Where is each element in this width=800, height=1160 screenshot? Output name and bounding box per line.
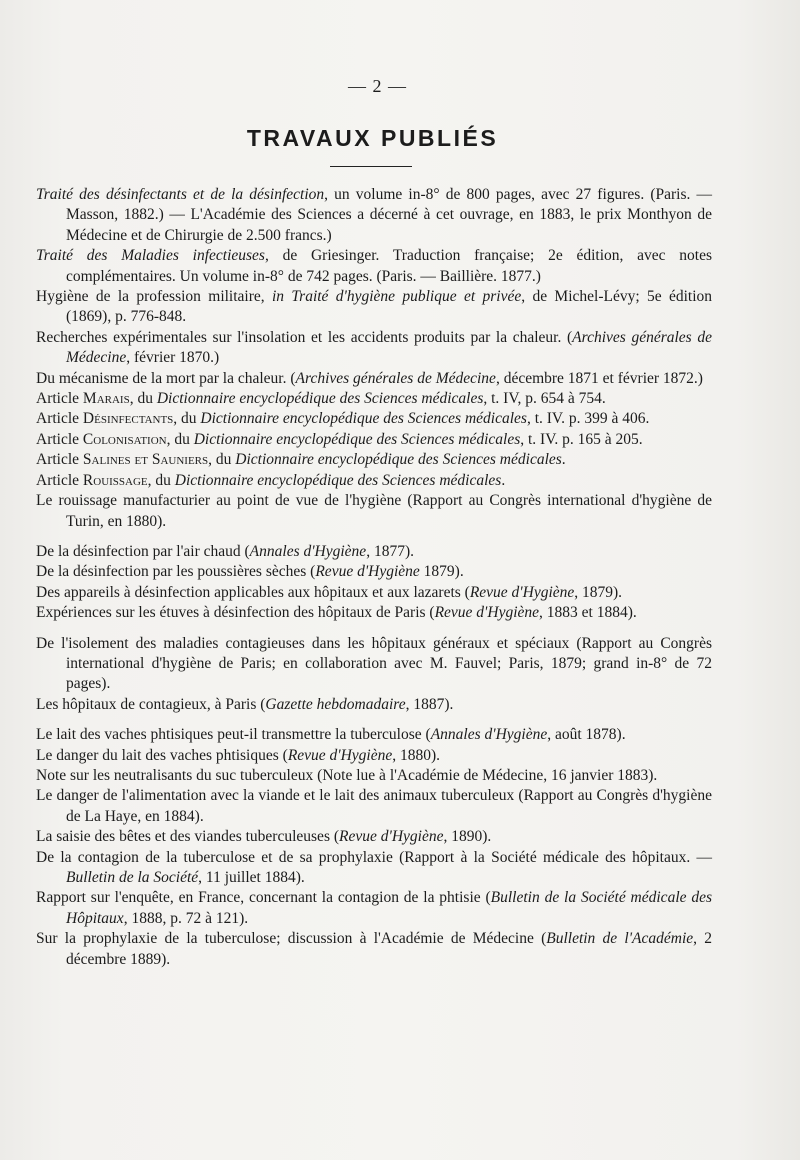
entry-text: Hygiène de la profession militaire, bbox=[36, 288, 272, 306]
entry-text: , 1883 et 1884). bbox=[539, 604, 637, 622]
publication-entry bbox=[36, 848, 712, 889]
entry-text: , 1877). bbox=[366, 542, 414, 560]
entry-text: Rapport sur l'enquête, en France, concernant la contagion de la phtisie ( bbox=[36, 889, 491, 907]
publication-entry bbox=[36, 542, 712, 562]
entry-text: De la contagion de la tuberculose et de sa prophylaxie (Rapport à la Société médicale des hôpitaux. — bbox=[36, 848, 712, 866]
entry-text: Le rouissage manufacturier au point de vue de l'hygiène (Rapport au Congrès international d'hygiène de Turin, en 1880). bbox=[36, 492, 712, 530]
publication-entry bbox=[36, 695, 712, 715]
publication-entry bbox=[36, 185, 712, 246]
entry-text: Article bbox=[36, 430, 83, 448]
entry-text: , de Michel-Lévy; 5e édition (1869), p. 776-848. bbox=[66, 288, 713, 326]
publication-entry bbox=[36, 471, 712, 491]
publication-entry bbox=[36, 328, 712, 369]
entry-text: , du bbox=[129, 390, 157, 408]
publication-title: Revue d'Hygiène bbox=[434, 604, 540, 622]
entry-text: Le danger de l'alimentation avec la viande et le lait des animaux tuberculeux (Rapport au Congrès d'hygiène de La Haye, en 1884). bbox=[36, 787, 712, 825]
entry-text: , décembre 1871 et février 1872.) bbox=[495, 369, 703, 387]
entry-text: Du mécanisme de la mort par la chaleur. ( bbox=[36, 369, 296, 387]
publication-list bbox=[36, 185, 712, 970]
article-name: Rouissage bbox=[82, 471, 148, 489]
entry-text: , du bbox=[166, 430, 194, 448]
publication-entry bbox=[36, 450, 712, 470]
entry-text: De l'isolement des maladies contagieuses dans les hôpitaux généraux et spéciaux (Rapport au Congrès international d'hygiène de Paris; en collaboration avec M. Fauvel; Paris, 1879; grand in-8° de 72 pages). bbox=[36, 634, 712, 693]
publication-entry bbox=[36, 766, 712, 786]
entry-text: . bbox=[561, 451, 566, 469]
entry-text: , 2 décembre 1889). bbox=[66, 930, 713, 968]
entry-text: , 1879). bbox=[574, 583, 623, 601]
entry-text: , du bbox=[173, 410, 201, 428]
publication-title: in Traité d'hygiène publique et privée bbox=[272, 288, 522, 306]
publication-title: Bulletin de la Société bbox=[66, 869, 199, 886]
publication-title: Traité des Maladies infectieuses bbox=[36, 247, 265, 265]
publication-title: Bulletin de l'Académie bbox=[546, 930, 694, 948]
entry-text: , du bbox=[147, 471, 175, 489]
publication-entry bbox=[36, 603, 712, 623]
publication-title: Dictionnaire encyclopédique des Sciences médicales bbox=[174, 471, 502, 489]
entry-text: , du bbox=[208, 451, 236, 469]
section-gap bbox=[36, 624, 712, 634]
entry-text: Article bbox=[36, 390, 83, 408]
entry-text: Le danger du lait des vaches phtisiques ( bbox=[36, 746, 288, 764]
entry-text: , 1890). bbox=[443, 828, 492, 846]
publication-entry bbox=[36, 409, 712, 429]
entry-text: , 1887). bbox=[405, 695, 454, 713]
publication-entry bbox=[36, 491, 712, 532]
publication-title: Dictionnaire encyclopédique des Sciences médicales bbox=[200, 410, 527, 428]
entry-text: Article bbox=[36, 451, 83, 469]
publication-entry bbox=[36, 827, 712, 847]
entry-text: Article bbox=[36, 471, 83, 489]
entry-text: Article bbox=[36, 410, 83, 428]
entry-text: La saisie des bêtes et des viandes tuberculeuses ( bbox=[36, 828, 340, 846]
article-name: Salines et Sauniers bbox=[82, 451, 209, 469]
publication-title: Traité des désinfectants et de la désinfection bbox=[36, 186, 325, 203]
entry-text: Les hôpitaux de contagieux, à Paris ( bbox=[36, 695, 266, 713]
entry-text: Expériences sur les étuves à désinfection des hôpitaux de Paris ( bbox=[36, 604, 435, 622]
publication-entry bbox=[36, 246, 712, 287]
entry-text: , août 1878). bbox=[547, 726, 626, 744]
entry-text: Des appareils à désinfection applicables aux hôpitaux et aux lazarets ( bbox=[36, 583, 470, 601]
entry-text: , t. IV. p. 399 à 406. bbox=[526, 410, 650, 428]
publication-entry bbox=[36, 369, 712, 389]
publication-entry bbox=[36, 746, 712, 766]
entry-text: , t. IV. p. 165 à 205. bbox=[520, 430, 643, 448]
publication-entry bbox=[36, 634, 712, 695]
entry-text: 1879). bbox=[419, 563, 464, 581]
article-name: Marais bbox=[82, 390, 130, 408]
page-number: — 2 — bbox=[348, 76, 407, 96]
section-gap bbox=[36, 532, 712, 542]
publication-title: Revue d'Hygiène bbox=[287, 746, 393, 764]
entry-text: De la désinfection par l'air chaud ( bbox=[36, 542, 250, 560]
publication-title: Revue d'Hygiène bbox=[315, 563, 420, 581]
publication-entry bbox=[36, 287, 712, 328]
article-name: Désinfectants bbox=[82, 410, 174, 428]
publication-entry bbox=[36, 430, 712, 450]
entry-text: , un volume in-8° de 800 pages, avec 27 figures. (Paris. — Masson, 1882.) — L'Académie des Sciences a décerné à cet ouvrage, en 1883, le prix Monthyon de Médecine et de Chirurgie de 2.500 francs.) bbox=[66, 186, 712, 244]
entry-text: . bbox=[501, 471, 506, 489]
entry-text: , 11 juillet 1884). bbox=[198, 869, 305, 886]
publication-title: Annales d'Hygiène bbox=[249, 542, 367, 560]
entry-text: Recherches expérimentales sur l'insolation et les accidents produits par la chaleur. ( bbox=[36, 328, 573, 346]
entry-text: , 1880). bbox=[392, 746, 441, 764]
publication-title: Bulletin de la Société médicale des Hôpitaux bbox=[66, 889, 713, 927]
publication-title: Archives générales de Médecine bbox=[66, 328, 712, 367]
entry-text: , février 1870.) bbox=[126, 349, 220, 367]
entry-text: De la désinfection par les poussières sèches ( bbox=[36, 563, 316, 581]
publication-title: Archives générales de Médecine bbox=[295, 369, 496, 387]
publication-entry bbox=[36, 725, 712, 745]
publication-title: Dictionnaire encyclopédique des Sciences médicales bbox=[193, 430, 521, 448]
entry-text: Le lait des vaches phtisiques peut-il transmettre la tuberculose ( bbox=[36, 726, 431, 744]
publication-entry bbox=[36, 583, 712, 603]
publication-title: Dictionnaire encyclopédique des Sciences médicales bbox=[235, 451, 562, 469]
title-rule bbox=[330, 166, 412, 167]
publication-title: Dictionnaire encyclopédique des Sciences médicales bbox=[156, 390, 484, 408]
entry-text: Note sur les neutralisants du suc tuberculeux (Note lue à l'Académie de Médecine, 16 janvier 1883). bbox=[36, 766, 658, 784]
publication-title: Annales d'Hygiène bbox=[430, 726, 548, 744]
entry-text: , de Griesinger. Traduction française; 2e édition, avec notes complémentaires. Un volume in-8° de 742 pages. (Paris. — Baillière. 1877.) bbox=[66, 247, 712, 285]
publication-entry bbox=[36, 929, 712, 970]
publication-entry bbox=[36, 562, 712, 582]
publication-entry bbox=[36, 888, 712, 929]
entry-text: Sur la prophylaxie de la tuberculose; discussion à l'Académie de Médecine ( bbox=[36, 930, 547, 948]
article-name: Colonisation bbox=[82, 430, 167, 448]
publication-title: Revue d'Hygiène bbox=[469, 583, 575, 601]
publication-title: Revue d'Hygiène bbox=[339, 828, 444, 846]
entry-text: , t. IV, p. 654 à 754. bbox=[483, 390, 606, 408]
publication-entry bbox=[36, 786, 712, 827]
page-title: TRAVAUX PUBLIÉS bbox=[246, 125, 499, 151]
publication-title: Gazette hebdomadaire bbox=[265, 695, 406, 713]
section-gap bbox=[36, 715, 712, 725]
publication-entry bbox=[36, 389, 712, 409]
entry-text: , 1888, p. 72 à 121). bbox=[123, 909, 249, 927]
